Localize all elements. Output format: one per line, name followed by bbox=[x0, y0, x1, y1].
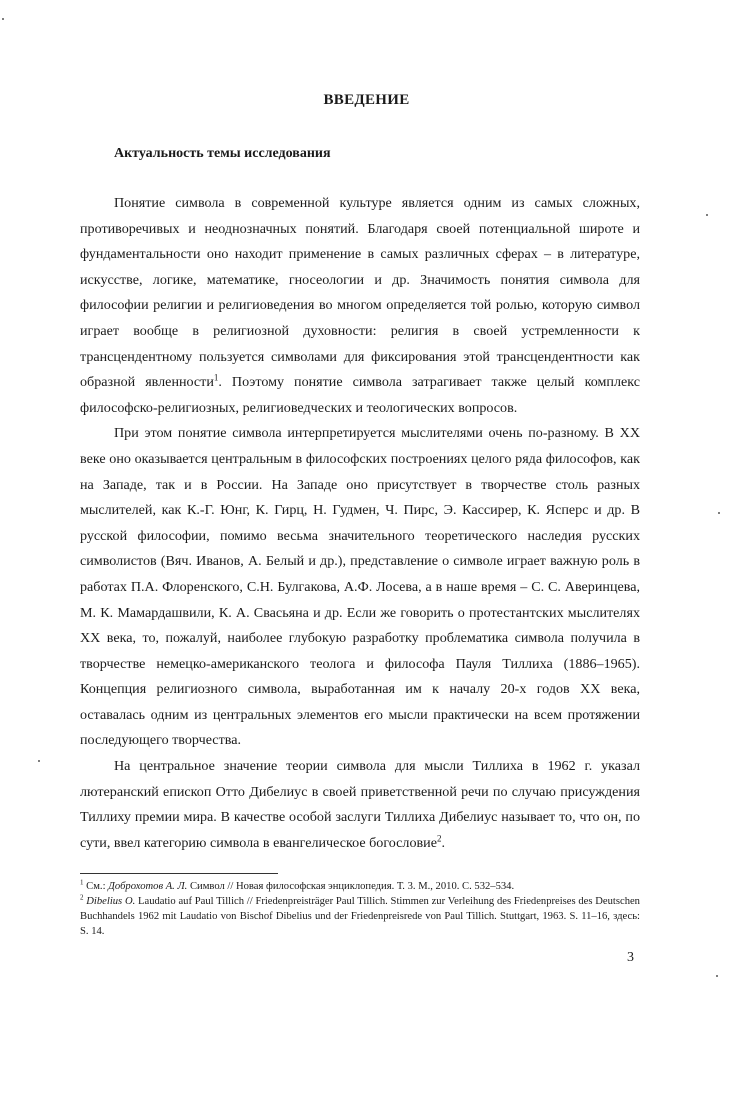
paragraph bbox=[80, 421, 640, 754]
paragraph-text: Понятие символа в современной культуре является одним из самых сложных, противоречивых и неоднозначных понятий. Благодаря своей потенциальной широте и фундаментальности оно находит применение в самых различных сферах – в литературе, искусстве, логике, математике, гносеологии и др. Значимость понятия символа для философии религии и религиоведения во многом определяется той ролью, которую символ играет вообще в религиозной духовности: религия в своей устремленности к трансцендентному пользуется символами для фиксирования этой трансцендентности как образной явленности bbox=[80, 195, 640, 391]
paragraph-text: При этом понятие символа интерпретируется мыслителями очень по-разному. В XX веке оно оказывается центральным в философских построениях целого ряда философов, как на Западе, так и в России. На Западе оно присутствует в творчестве столь разных мыслителей, как К.-Г. Юнг, К. Гирц, Н. Гудмен, Ч. Пирс, Э. Кассирер, К. Ясперс и др. В русской философии, помимо весьма значительного теоретического наследия русских символистов (Вяч. Иванов, А. Белый и др.), представление о символе играет важную роль в работах П.А. Флоренского, С.Н. Булгакова, А.Ф. Лосева, а в наше время – С. С. Аверинцева, М. К. Мамардашвили, К. А. Свасьяна и др. Если же говорить о протестантских мыслителях XX века, то, пожалуй, наиболее глубокую разработку проблематика символа получила в творчестве немецко-американского теолога и философа Пауля Тиллиха (1886–1965). Концепция религиозного символа, выработанная им к началу 20-х годов XX века, оставалась одним из центральных элементов его мысли практически на всем протяжении последующего творчества. bbox=[80, 425, 640, 749]
footnote-author: Доброхотов А. Л. bbox=[108, 881, 188, 892]
footnote-author: Dibelius O. bbox=[86, 896, 136, 907]
scan-speck bbox=[718, 512, 720, 514]
subsection-heading: Актуальность темы исследования bbox=[114, 146, 331, 161]
scan-speck bbox=[706, 214, 708, 216]
footnote bbox=[80, 894, 640, 939]
footnote-number: 2 bbox=[80, 893, 84, 902]
footnote-number: 1 bbox=[80, 878, 84, 887]
footnote-divider bbox=[80, 873, 278, 874]
footnote-text: Символ // Новая философская энциклопедия. Т. 3. М., 2010. С. 532–534. bbox=[187, 881, 515, 892]
page-number: 3 bbox=[627, 950, 634, 965]
footnote-ref[interactable]: 1 bbox=[213, 372, 219, 383]
scan-speck bbox=[38, 760, 40, 762]
scan-speck bbox=[2, 18, 4, 20]
footnote bbox=[80, 879, 640, 894]
footnote-text: Laudatio auf Paul Tillich // Friedenpreisträger Paul Tillich. Stimmen zur Verleihung des Friedenpreises des Deutschen Buchhandels 1962 mit Laudatio von Bischof Dibelius und der Friedenpreisrede von Paul Tillich. Stuttgart, 1963. S. 11–16, здесь: S. 14. bbox=[80, 896, 640, 937]
paragraph bbox=[80, 754, 640, 856]
scan-speck bbox=[716, 975, 718, 977]
paragraph-text: На центральное значение теории символа для мысли Тиллиха в 1962 г. указал лютеранский епископ Отто Дибелиус в своей приветственной речи по случаю присуждения Тиллиху премии мира. В качестве особой заслуги Тиллиха Дибелиус называет то, что он, по сути, ввел категорию символа в евангелическое богословие bbox=[80, 758, 640, 851]
paragraph-text-tail: . bbox=[441, 834, 445, 851]
paragraph-text-tail: . Поэтому понятие символа затрагивает также целый комплекс философско-религиозных, религиоведческих и теологических вопросов. bbox=[80, 374, 640, 416]
body-text bbox=[80, 191, 640, 856]
footnotes bbox=[80, 879, 640, 939]
paragraph bbox=[80, 191, 640, 421]
footnote-ref[interactable]: 2 bbox=[436, 833, 442, 844]
footnote-prefix: См.: bbox=[86, 881, 109, 892]
section-heading: ВВЕДЕНИЕ bbox=[323, 92, 410, 108]
